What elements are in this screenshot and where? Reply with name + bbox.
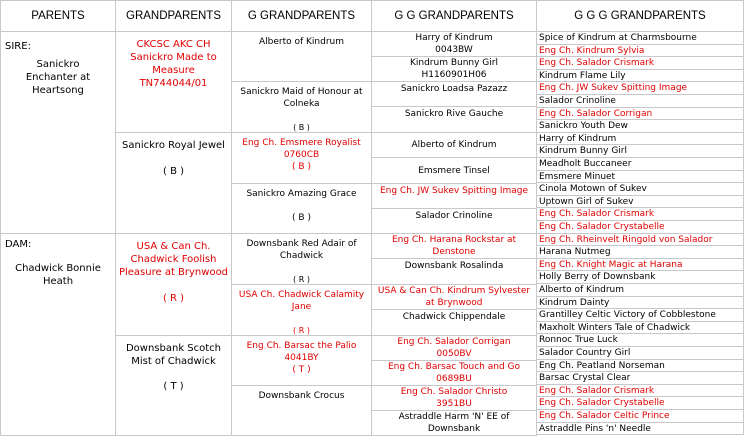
gg-grandparent-4-name: Sanickro Rive Gauche: [404, 109, 504, 119]
grandparent-4: [115, 335, 232, 436]
gg-grandparent-9-name: Eng Ch. Harana Rockstar at Denstone: [391, 235, 517, 257]
gg-grandparent-13: [371, 335, 537, 361]
gg-grandparent-10: [371, 258, 537, 285]
grandparent-3-code: ( R ): [162, 293, 185, 304]
gg-grandparent-4: [371, 106, 537, 133]
ggg-grandparent-7: Eng Ch. Salador Corrigan: [536, 107, 744, 120]
grandparent-4-name: Downsbank Scotch Mist of Chadwick: [125, 343, 222, 367]
ggg-grandparent-18: Harana Nutmeg: [536, 245, 744, 259]
ggg-grandparent-31: Eng Ch. Salador Celtic Prince: [536, 409, 744, 423]
ggg-grandparent-28: Barsac Crystal Clear: [536, 371, 744, 385]
g-grandparent-6-name: USA Ch. Chadwick Calamity Jane: [238, 290, 365, 312]
dam-cell: [0, 233, 116, 436]
ggg-grandparent-12: Emsmere Minuet: [536, 170, 744, 183]
g-grandparent-1: [231, 31, 372, 82]
gg-grandparent-3: [371, 81, 537, 107]
ggg-grandparent-5: Eng Ch. JW Sukev Spitting Image: [536, 81, 744, 95]
gg-grandparent-2: [371, 56, 537, 82]
gg-grandparent-12-name: Chadwick Chippendale: [402, 312, 506, 322]
gg-grandparent-7: [371, 183, 537, 209]
g-grandparent-4-name: Sanickro Amazing Grace: [246, 189, 357, 199]
dam-label: DAM:: [5, 239, 32, 250]
g-grandparent-4-code: ( B ): [292, 213, 311, 223]
header-grandparents: GRANDPARENTS: [115, 0, 232, 32]
grandparent-3: [115, 233, 232, 336]
ggg-grandparent-10: Kindrum Bunny Girl: [536, 144, 744, 158]
g-grandparent-3-code: ( B ): [292, 162, 311, 172]
gg-grandparent-16-name: Astraddle Harm 'N' EE of Downsbank: [398, 412, 510, 434]
ggg-grandparent-15: Eng Ch. Salador Crismark: [536, 207, 744, 221]
grandparent-2-name: Sanickro Royal Jewel: [122, 140, 225, 151]
header-g-grandparents: G GRANDPARENTS: [231, 0, 372, 32]
ggg-grandparent-32: Astraddle Pins 'n' Needle: [536, 422, 744, 435]
g-grandparent-3-name: Eng Ch. Emsmere Royalist 0760CB: [242, 138, 361, 160]
ggg-grandparent-1: Spice of Kindrum at Charmsbourne: [536, 31, 744, 45]
grandparent-2: [115, 132, 232, 234]
gg-grandparent-2-name: Kindrum Bunny Girl H1160901H06: [409, 58, 498, 80]
g-grandparent-8: [231, 385, 372, 436]
g-grandparent-8-name: Downsbank Crocus: [258, 391, 345, 401]
gg-grandparent-1: [371, 31, 537, 57]
gg-grandparent-13-name: Eng Ch. Salador Corrigan 0050BV: [397, 337, 511, 359]
ggg-grandparent-14: Uptown Girl of Sukev: [536, 195, 744, 208]
gg-grandparent-14: [371, 360, 537, 386]
ggg-grandparent-4: Kindrum Flame Lily: [536, 69, 744, 82]
g-grandparent-4: [231, 183, 372, 234]
grandparent-4-code: ( T ): [163, 381, 184, 392]
g-grandparent-3: [231, 132, 372, 184]
ggg-grandparent-30: Eng Ch. Salador Crystabelle: [536, 396, 744, 410]
ggg-grandparent-26: Salador Country Girl: [536, 346, 744, 360]
ggg-grandparent-9: Harry of Kindrum: [536, 132, 744, 145]
ggg-grandparent-11: Meadholt Buccaneer: [536, 157, 744, 171]
gg-grandparent-11-name: USA & Can Ch. Kindrum Sylvester at Brynwood: [377, 286, 531, 308]
grandparent-1: [115, 31, 232, 133]
g-grandparent-7: [231, 335, 372, 386]
ggg-grandparent-2: Eng Ch. Kindrum Sylvia: [536, 44, 744, 57]
gg-grandparent-5: [371, 132, 537, 158]
grandparent-3-name: USA & Can Ch. Chadwick Foolish Pleasure at Brynwood: [118, 241, 229, 278]
gg-grandparent-9: [371, 233, 537, 259]
grandparent-1-name: CKCSC AKC CH Sanickro Made to Measure TN744044/01: [130, 39, 217, 89]
sire-cell: [0, 31, 116, 234]
header-parents: PARENTS: [0, 0, 116, 32]
gg-grandparent-1-name: Harry of Kindrum 0043BW: [415, 33, 493, 55]
gg-grandparent-14-name: Eng Ch. Barsac Touch and Go 0689BU: [387, 362, 521, 384]
gg-grandparent-16: [371, 410, 537, 436]
g-grandparent-6-code: ( R ): [293, 326, 310, 335]
gg-grandparent-7-name: Eng Ch. JW Sukev Spitting Image: [379, 186, 529, 196]
gg-grandparent-15-name: Eng Ch. Salador Christo 3951BU: [400, 387, 508, 409]
gg-grandparent-15: [371, 385, 537, 411]
gg-grandparent-11: [371, 284, 537, 310]
gg-grandparent-3-name: Sanickro Loadsa Pazazz: [400, 84, 508, 94]
gg-grandparent-5-name: Alberto of Kindrum: [411, 140, 497, 150]
dam-name: Chadwick Bonnie Heath: [15, 263, 101, 287]
g-grandparent-7-code: ( T ): [292, 365, 311, 375]
ggg-grandparent-29: Eng Ch. Salador Crismark: [536, 384, 744, 397]
g-grandparent-2: [231, 81, 372, 133]
g-grandparent-5-code: ( R ): [293, 275, 310, 284]
ggg-grandparent-8: Sanickro Youth Dew: [536, 119, 744, 133]
header-ggg-grandparents: G G G GRANDPARENTS: [536, 0, 744, 32]
g-grandparent-6: [231, 284, 372, 336]
header-gg-grandparents: G G GRANDPARENTS: [371, 0, 537, 32]
ggg-grandparent-24: Maxholt Winters Tale of Chadwick: [536, 321, 744, 334]
ggg-grandparent-19: Eng Ch. Knight Magic at Harana: [536, 258, 744, 271]
g-grandparent-7-name: Eng Ch. Barsac the Palio 4041BY: [246, 341, 357, 363]
ggg-grandparent-3: Eng Ch. Salador Crismark: [536, 56, 744, 70]
ggg-grandparent-16: Eng Ch. Salador Crystabelle: [536, 220, 744, 234]
ggg-grandparent-25: Ronnoc True Luck: [536, 333, 744, 347]
gg-grandparent-10-name: Downsbank Rosalinda: [404, 261, 504, 271]
ggg-grandparent-13: Cinola Motown of Sukev: [536, 182, 744, 196]
grandparent-2-code: ( B ): [162, 166, 185, 177]
gg-grandparent-8: [371, 208, 537, 234]
g-grandparent-2-name: Sanickro Maid of Honour at Colneka: [240, 87, 363, 109]
ggg-grandparent-22: Kindrum Dainty: [536, 296, 744, 309]
g-grandparent-5-name: Downsbank Red Adair of Chadwick: [246, 239, 357, 261]
g-grandparent-2-code: ( B ): [293, 123, 310, 132]
gg-grandparent-6: [371, 157, 537, 184]
ggg-grandparent-20: Holly Berry of Downsbank: [536, 270, 744, 284]
g-grandparent-5: [231, 233, 372, 285]
sire-name: Sanickro Enchanter at Heartsong: [25, 59, 91, 96]
gg-grandparent-12: [371, 309, 537, 336]
g-grandparent-1-name: Alberto of Kindrum: [258, 37, 345, 47]
gg-grandparent-6-name: Emsmere Tinsel: [418, 166, 490, 176]
ggg-grandparent-27: Eng Ch. Peatland Norseman: [536, 359, 744, 372]
gg-grandparent-8-name: Salador Crinoline: [415, 211, 493, 221]
ggg-grandparent-23: Grantilley Celtic Victory of Cobblestone: [536, 308, 744, 322]
ggg-grandparent-21: Alberto of Kindrum: [536, 283, 744, 297]
ggg-grandparent-6: Salador Crinoline: [536, 94, 744, 108]
sire-label: SIRE:: [5, 41, 31, 52]
ggg-grandparent-17: Eng Ch. Rheinvelt Ringold von Salador: [536, 233, 744, 246]
